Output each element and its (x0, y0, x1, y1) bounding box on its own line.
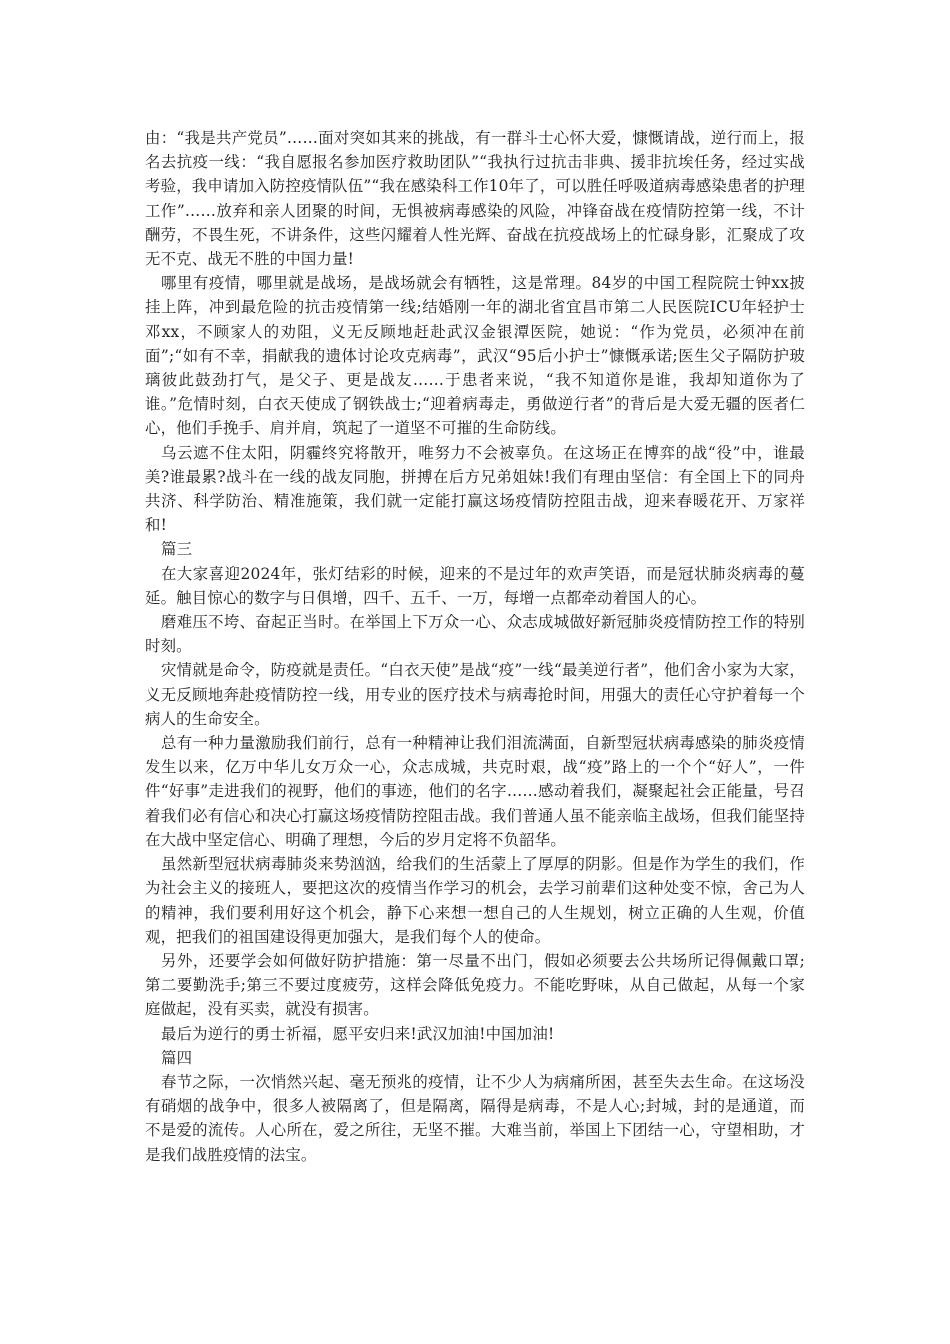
paragraph-8: 虽然新型冠状病毒肺炎来势汹汹，给我们的生活蒙上了厚厚的阴影。但是作为学生的我们，作为社会主义的接班人，要把这次的疫情当作学习的机会，去学习前辈们这种处变不惊，舍己为人的精神，我们要利用好这个机会，静下心来想一想自己的人生规划，树立正确的人生观，价值观，把我们的祖国建设得更加强大，是我们每个人的使命。 (145, 855, 805, 946)
document-body (145, 126, 805, 1167)
paragraph-10: 最后为逆行的勇士祈福，愿平安归来!武汉加油!中国加油! (161, 1024, 555, 1043)
paragraph-3: 乌云遮不住太阳，阴霾终究将散开，唯努力不会被辜负。在这场正在博弈的战“役”中，谁最美?谁最累?战斗在一线的战友同胞，拼搏在后方兄弟姐妹!我们有理由坚信：有全国上下的同舟共济、科学防治、精准施策，我们就一定能打赢这场疫情防控阻击战，迎来春暖花开、万家祥和! (145, 443, 805, 535)
section-heading-4: 篇四 (161, 1048, 193, 1067)
paragraph-11: 春节之际，一次悄然兴起、毫无预兆的疫情，让不少人为病痛所困，甚至失去生命。在这场没有硝烟的战争中，很多人被隔离了，但是隔离，隔得是病毒，不是人心;封城，封的是通道，而不是爱的流传。人心所在，爱之所往，无坚不摧。大难当前，举国上下团结一心，守望相助，才是我们战胜疫情的法宝。 (145, 1072, 805, 1164)
section-heading-3: 篇三 (161, 540, 193, 559)
paragraph-1: 由：“我是共产党员”……面对突如其来的挑战，有一群斗士心怀大爱，慷慨请战，逆行而上，报名去抗疫一线：“我自愿报名参加医疗救助团队”“我执行过抗击非典、援非抗埃任务，经过实战考验，我申请加入防控疫情队伍”“我在感染科工作10年了，可以胜任呼吸道病毒感染患者的护理工作”……放弃和亲人团聚的时间，无惧被病毒感染的风险，冲锋奋战在疫情防控第一线，不计酬劳，不畏生死，不讲条件，这些闪耀着人性光辉、奋战在抗疫战场上的忙碌身影，汇聚成了攻无不克、战无不胜的中国力量! (145, 129, 805, 269)
paragraph-9: 另外，还要学会如何做好防护措施：第一尽量不出门，假如必须要去公共场所记得佩戴口罩;第二要勤洗手;第三不要过度疲劳，这样会降低免疫力。不能吃野味，从自己做起，从每一个家庭做起，没有买卖，就没有损害。 (145, 951, 805, 1019)
paragraph-5: 磨难压不垮、奋起正当时。在举国上下万众一心、众志成城做好新冠肺炎疫情防控工作的特别时刻。 (145, 613, 805, 656)
paragraph-2: 哪里有疫情，哪里就是战场，是战场就会有牺牲，这是常理。84岁的中国工程院院士钟xx披挂上阵，冲到最危险的抗击疫情第一线;结婚刚一年的湖北省宜昌市第二人民医院ICU年轻护士邓xx，不顾家人的劝阻，义无反顾地赶赴武汉金银潭医院，她说：“作为党员，必须冲在前面”;“如有不幸，捐献我的遗体讨论攻克病毒”，武汉“95后小护士”慷慨承诺;医生父子隔防护玻璃彼此鼓劲打气，是父子、更是战友……于患者来说，“我不知道你是谁，我却知道你为了谁。”危情时刻，白衣天使成了钢铁战士;“迎着病毒走，勇做逆行者”的背后是大爱无疆的医者仁心，他们手挽手、肩并肩，筑起了一道坚不可摧的生命防线。 (145, 274, 805, 438)
paragraph-4: 在大家喜迎2024年，张灯结彩的时候，迎来的不是过年的欢声笑语，而是冠状肺炎病毒的蔓延。触目惊心的数字与日俱增，四千、五千、一万，每增一点都牵动着国人的心。 (145, 564, 805, 607)
paragraph-6: 灾情就是命令，防疫就是责任。“白衣天使”是战“疫”一线“最美逆行者”，他们舍小家为大家，义无反顾地奔赴疫情防控一线，用专业的医疗技术与病毒抢时间，用强大的责任心守护着每一个病人的生命安全。 (145, 661, 805, 728)
paragraph-7: 总有一种力量激励我们前行，总有一种精神让我们泪流满面，自新型冠状病毒感染的肺炎疫情发生以来，亿万中华儿女万众一心，众志成城，共克时艰，战“疫”路上的一个个“好人”，一件件“好事”走进我们的视野，他们的事迹，他们的名字……感动着我们，凝聚起社会正能量，号召着我们必有信心和决心打赢这场疫情防控阻击战。我们普通人虽不能亲临主战场，但我们能坚持在大战中坚定信心、明确了理想，今后的岁月定将不负韶华。 (145, 734, 805, 849)
